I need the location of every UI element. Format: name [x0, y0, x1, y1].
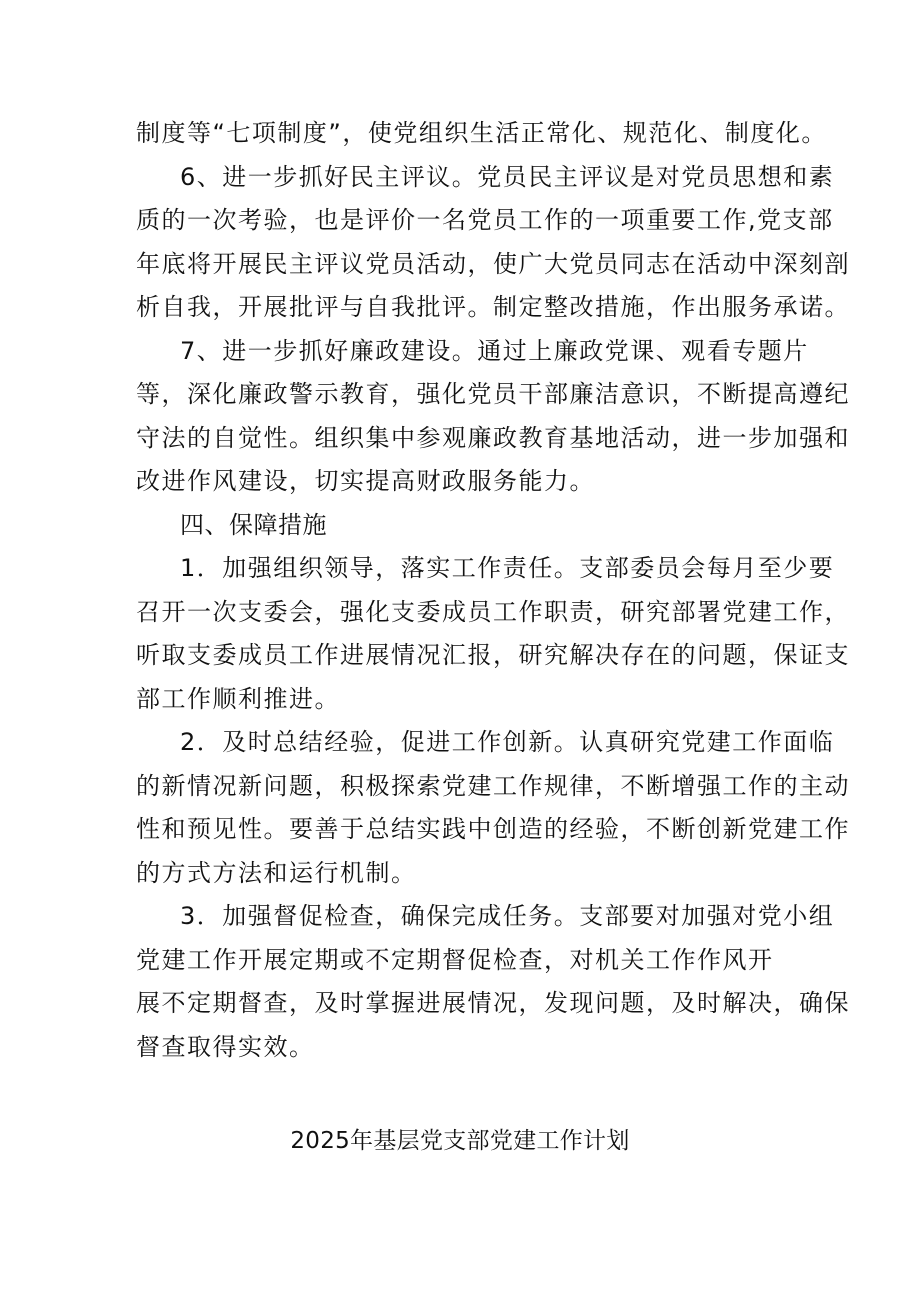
- text-line: 1．加强组织领导，落实工作责任。支部委员会每月至少要: [180, 554, 835, 582]
- next-document-title: 2025年基层党支部党建工作计划: [290, 1128, 630, 1154]
- text-line: 质的一次考验，也是评价一名党员工作的一项重要工作,党支部: [136, 206, 834, 234]
- paragraph-continued: [136, 112, 827, 156]
- text-line: 3．加强督促检查，确保完成任务。支部要对加强对党小组: [180, 902, 835, 930]
- text-line: 党建工作开展定期或不定期督促检查，对机关工作作风开: [136, 945, 774, 974]
- paragraph-measure-1: [136, 547, 850, 721]
- text-line: 等，深化廉政警示教育，强化党员干部廉洁意识，不断提高遵纪: [136, 380, 850, 408]
- text-line: 性和预见性。要善于总结实践中创造的经验，不断创新党建工作: [136, 815, 850, 843]
- text-line: 2．及时总结经验，促进工作创新。认真研究党建工作面临: [180, 728, 835, 756]
- text-line: 7、进一步抓好廉政建设。通过上廉政党课、观看专题片: [180, 336, 809, 365]
- text-line: 召开一次支委会，强化支委成员工作职责，研究部署党建工作，: [136, 597, 850, 626]
- text-line: 析自我，开展批评与自我批评。制定整改措施，作出服务承诺。: [136, 293, 850, 321]
- paragraph-item-7: [136, 330, 850, 504]
- text-line: 展不定期督查，及时掌握进展情况，发现问题，及时解决，确保: [136, 989, 850, 1017]
- text-line: 制度等“七项制度”，使党组织生活正常化、规范化、制度化。: [136, 119, 827, 147]
- text-line: 听取支委成员工作进展情况汇报，研究解决存在的问题，保证支: [136, 641, 850, 669]
- text-line: 6、进一步抓好民主评议。党员民主评议是对党员思想和素: [180, 162, 835, 191]
- text-line: 年底将开展民主评议党员活动，使广大党员同志在活动中深刻剖: [136, 249, 850, 278]
- section-heading-safeguards: [136, 504, 784, 548]
- paragraph-measure-3: [136, 895, 850, 1069]
- text-line: 改进作风建设，切实提高财政服务能力。: [136, 467, 595, 495]
- text-line: 部工作顺利推进。: [136, 684, 340, 713]
- text-line: 的方式方法和运行机制。: [136, 858, 417, 887]
- paragraph-measure-2: [136, 721, 850, 895]
- section-heading: 四、保障措施: [180, 510, 327, 539]
- document-body: [136, 112, 850, 1069]
- text-line: 督查取得实效。: [136, 1032, 315, 1061]
- text-line: 守法的自觉性。组织集中参观廉政教育基地活动，进一步加强和: [136, 423, 850, 452]
- paragraph-item-6: [136, 156, 850, 330]
- text-line: 的新情况新问题，积极探索党建工作规律，不断增强工作的主动: [136, 771, 850, 800]
